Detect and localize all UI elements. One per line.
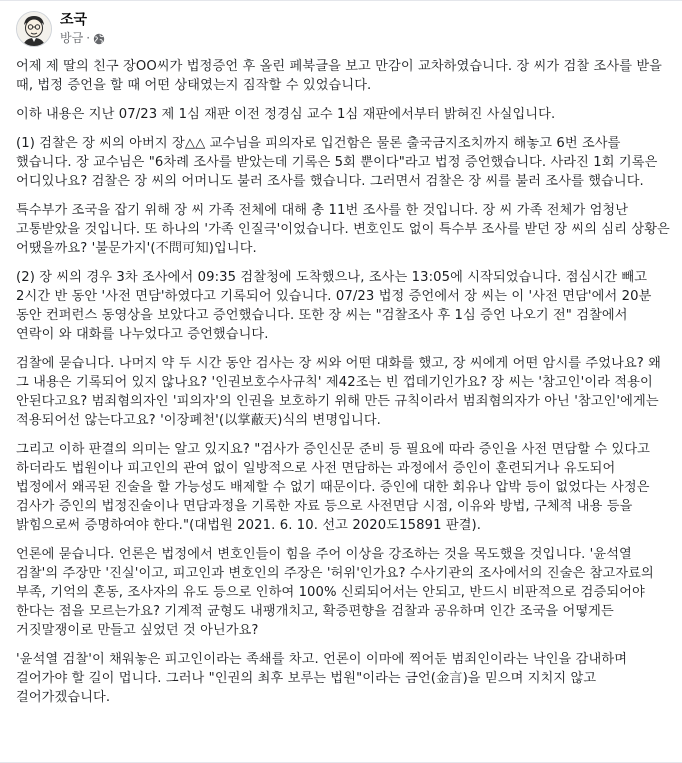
post-header bbox=[16, 11, 105, 47]
post-paragraph-7: 그리고 이하 판결의 의미는 알고 있지요? "검사가 증인신문 준비 등 필요에 따라 증인을 사전 면담할 수 있다고 하더라도 법원이나 피고인의 관여 없이 일방적으로 사전 면담하는 과정에서 증인이 훈련되거나 유도되어 법정에서 왜곡된 진술을 할 가능성도 배제할 수 없기 때문이다. 증인에 대한 회유나 압박 등이 없었다는 사정은 검사가 증인의 법정진술이나 면담과정을 기록한 자료 등으로 사전면담 시점, 이유와 방법, 구체적 내용 등을 밝힘으로써 증명하여야 한다."(대법원 2021. 6. 10. 선고 2020도15891 판결). bbox=[16, 442, 651, 533]
post-meta bbox=[60, 12, 105, 46]
post-timestamp[interactable]: 방금 bbox=[60, 31, 84, 45]
post-body bbox=[16, 57, 670, 717]
post-paragraph-6: 검찰에 묻습니다. 나머지 약 두 시간 동안 검사는 장 씨와 어떤 대화를 했고, 장 씨에게 어떤 암시를 주었나요? 왜 그 내용은 기록되어 있지 않나요? '인권보호수사규칙' 제42조는 빈 껍데기인가요? 장 씨는 '참고인'이라 적용이 안된다고요? 범죄혐의자인 '피의자'의 인권을 보호하기 위해 만든 규칙이라서 범죄혐의자가 아닌 '참고인'에게는 적용되어선 않는다고요? '이장폐천'(以掌蔽天)식의 변명입니다. bbox=[16, 356, 662, 428]
caricature-avatar-icon bbox=[17, 12, 51, 46]
post-subline bbox=[60, 31, 105, 46]
post-paragraph-5: (2) 장 씨의 경우 3차 조사에서 09:35 검찰청에 도착했으나, 조사는 13:05에 시작되었습니다. 점심시간 빼고 2시간 반 동안 '사전 면담'하였다고 기록되어 있습니다. 07/23 법정 증언에서 장 씨는 이 '사전 면담'에서 20분 동안 컨퍼런스 동영상을 보았다고 증언했습니다. 또한 장 씨는 "검찰조사 후 1심 증언 나오기 전" 검찰에서 연락이 와 대화를 나누었다고 증언했습니다. bbox=[16, 270, 652, 342]
post-paragraph-1: 어제 제 딸의 친구 장OO씨가 법정증언 후 올린 페북글을 보고 만감이 교차하였습니다. 장 씨가 검찰 조사를 받을 때, 법정 증언을 할 때 어떤 상태였는지 짐작할 수 있었습니다. bbox=[16, 59, 663, 93]
post-paragraph-3: (1) 검찰은 장 씨의 아버지 장△△ 교수님을 피의자로 입건함은 물론 출국금지조치까지 해놓고 6번 조사를 했습니다. 장 교수님은 "6차례 조사를 받았는데 기록은 5회 뿐이다"라고 법정 증언했습니다. 사라진 1회 기록은 어디있나요? 검찰은 장 씨의 어머니도 불러 조사를 했습니다. 그러면서 검찰은 장 씨를 불러 조사를 했습니다. bbox=[16, 136, 658, 189]
post-paragraph-8: 언론에 묻습니다. 언론은 법정에서 변호인들이 힘을 주어 이상을 강조하는 것을 목도했을 것입니다. '윤석열 검찰'의 주장만 '진실'이고, 피고인과 변호인의 주장은 '허위'인가요? 수사기관의 조사에서의 진술은 참고자료의 부족, 기억의 혼동, 조사자의 유도 등으로 인하여 100% 신뢰되어서는 안되고, 반드시 비판적으로 검증되어야 한다는 점을 모르는가요? 기계적 균형도 내팽개치고, 확증편향을 검찰과 공유하며 인간 조국을 어떻게든 거짓말쟁이로 만들고 싶었던 것 아닌가요? bbox=[16, 547, 654, 638]
author-avatar[interactable] bbox=[16, 11, 52, 47]
post-paragraph-9: '윤석열 검찰'이 채워놓은 피고인이라는 족쇄를 차고. 언론이 이마에 찍어둔 범죄인이라는 낙인을 감내하며 걸어가야 할 길이 멉니다. 그러나 "인권의 최후 보루는 법원"이라는 금언(金言)을 믿으며 지치지 않고 걸어가겠습니다. bbox=[16, 652, 628, 705]
meta-separator: · bbox=[86, 31, 91, 45]
globe-icon[interactable] bbox=[93, 33, 105, 45]
author-name[interactable]: 조국 bbox=[60, 12, 88, 28]
post-paragraph-2: 이하 내용은 지난 07/23 제 1심 재판 이전 정경심 교수 1심 재판에서부터 밝혀진 사실입니다. bbox=[16, 107, 556, 122]
post-paragraph-4: 특수부가 조국을 잡기 위해 장 씨 가족 전체에 대해 총 11번 조사를 한 것입니다. 장 씨 가족 전체가 엄청난 고통받았을 것입니다. 또 하나의 '가족 인질극'이었습니다. 변호인도 없이 특수부 조사를 받던 장 씨의 심리 상황은 어땠을까요? '불문가지'(不問可知)입니다. bbox=[16, 203, 670, 256]
